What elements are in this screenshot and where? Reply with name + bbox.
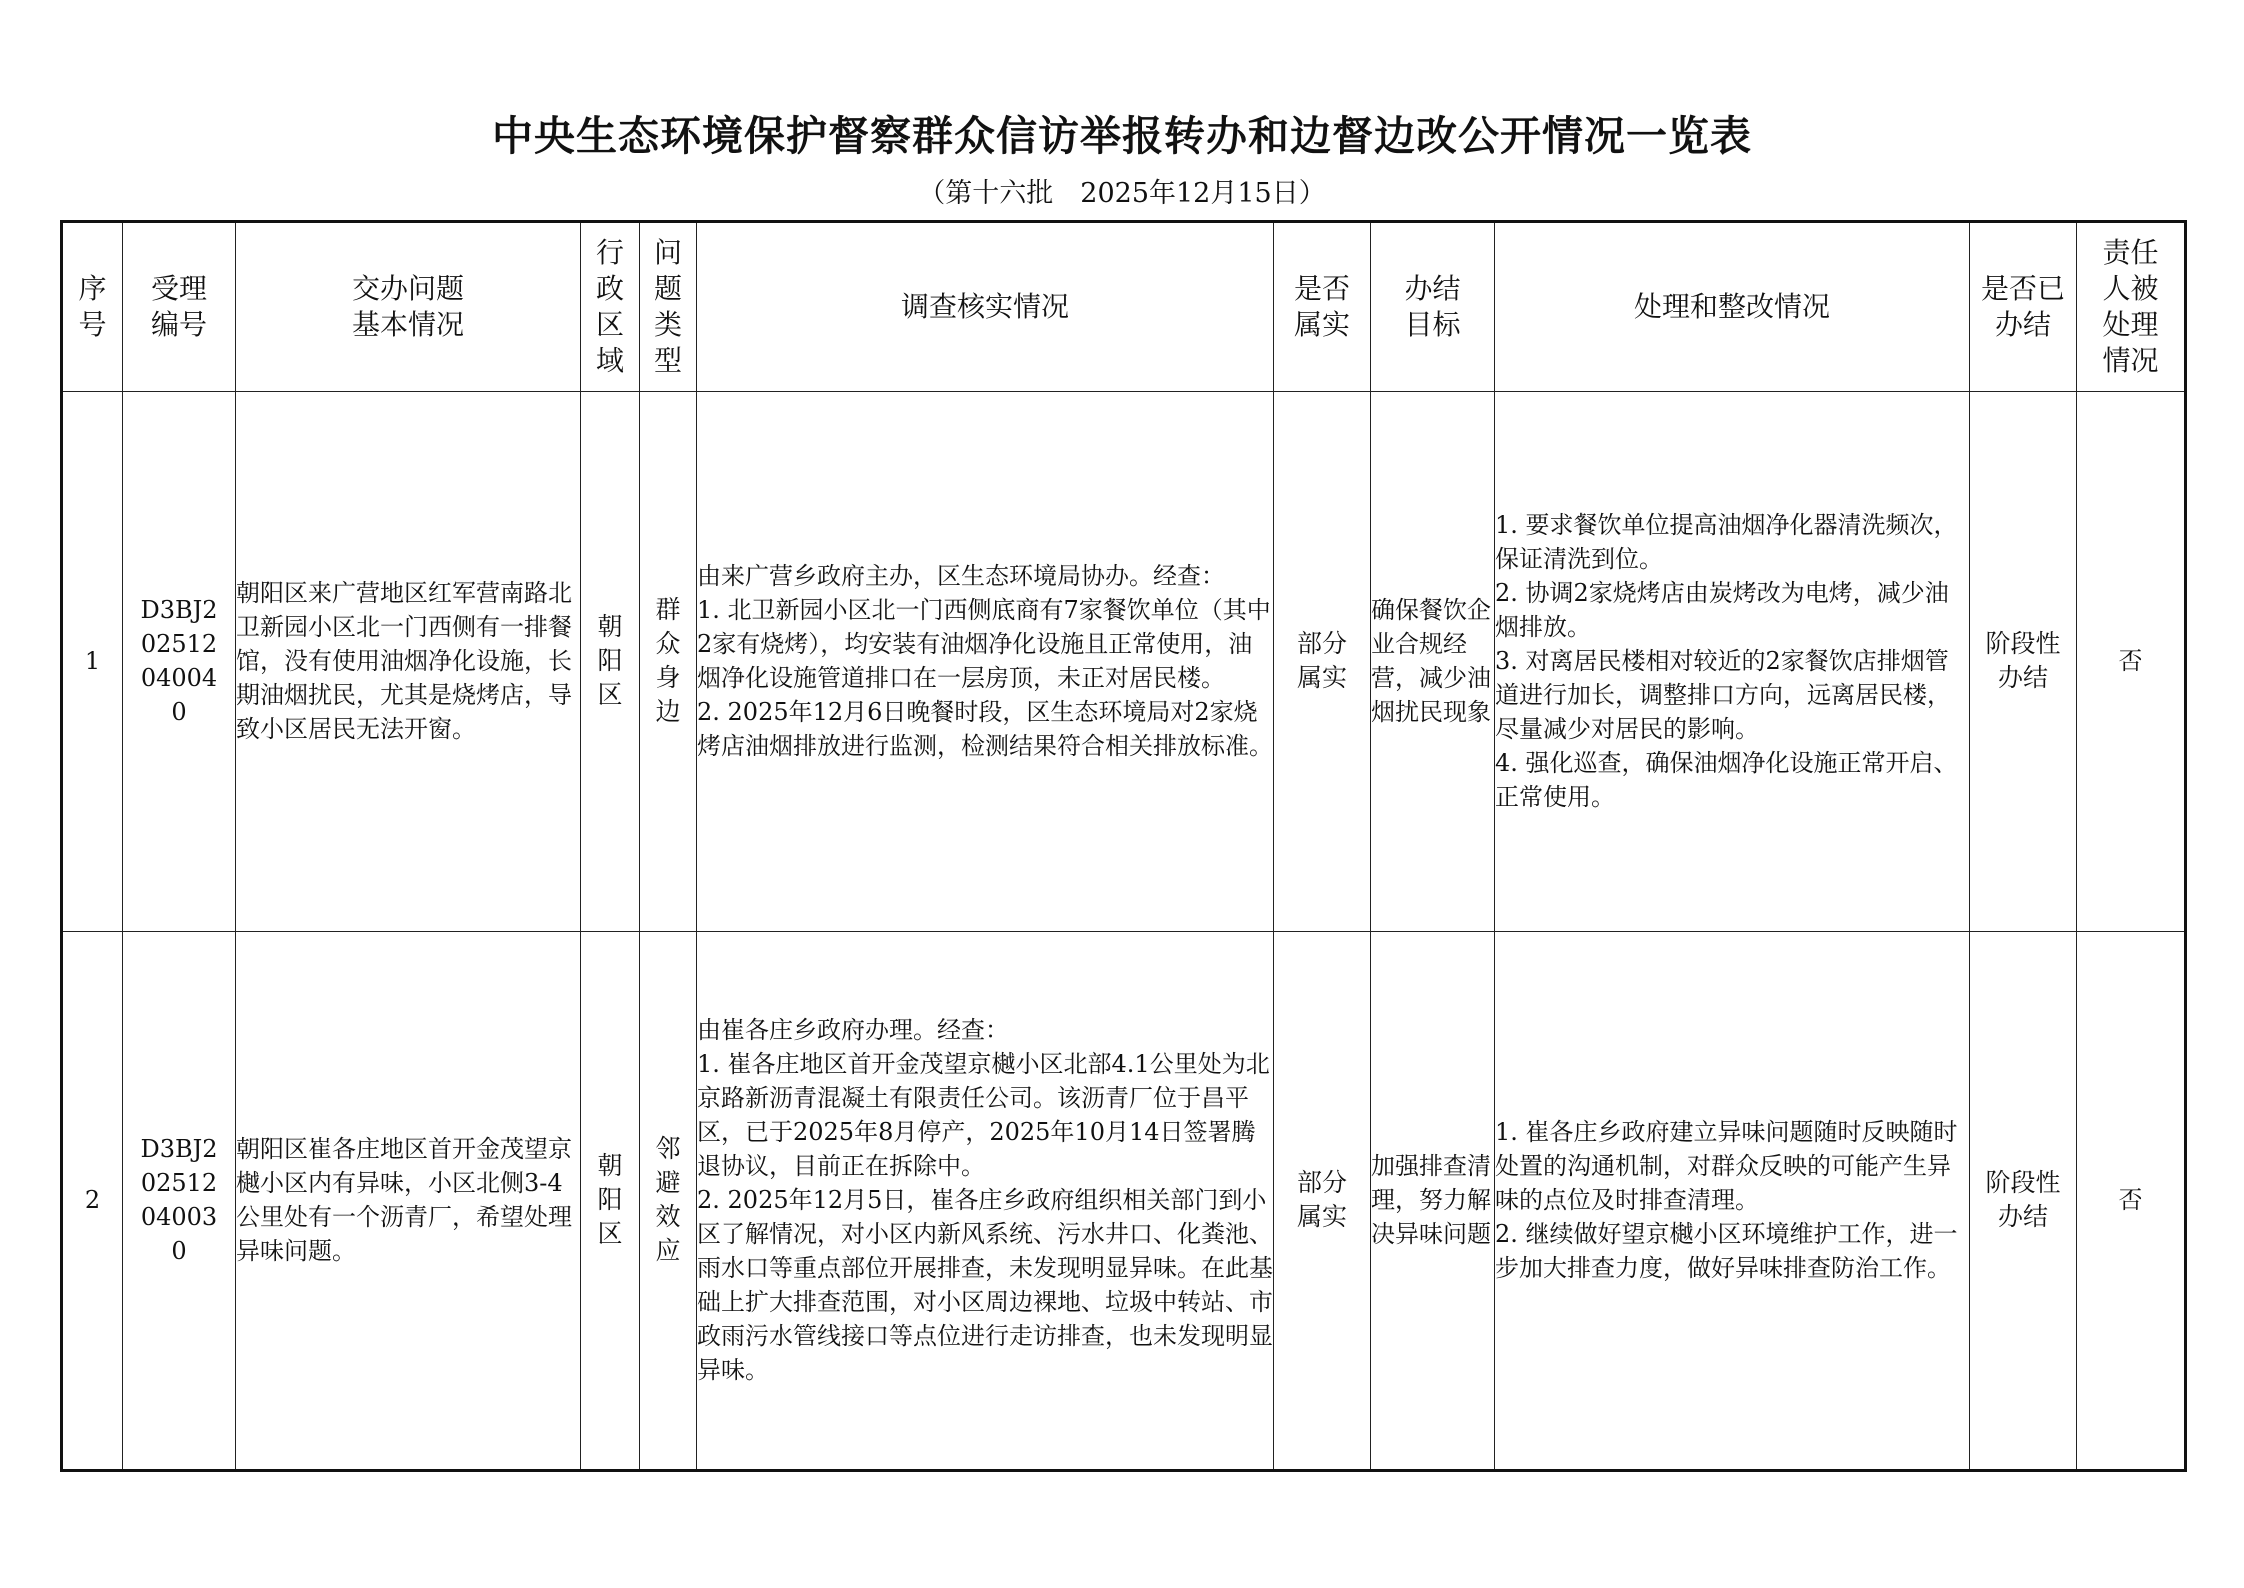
handling-paragraph: 4. 强化巡查，确保油烟净化设施正常开启、正常使用。: [1495, 749, 1958, 812]
row-code: [123, 392, 236, 932]
row-goal: 确保餐饮企业合规经营，减少油烟扰民现象: [1371, 392, 1495, 932]
header-investigation: [697, 222, 1274, 392]
header-completed-label: 是否已办结: [1980, 272, 2065, 341]
row-handling: [1495, 392, 1970, 932]
header-goal-label: 办结目标: [1404, 272, 1461, 341]
row-district: [581, 392, 640, 932]
row-type: [640, 392, 697, 932]
row-type: [640, 931, 697, 1471]
investigation-paragraph: 1. 崔各庄地区首开金茂望京樾小区北部4.1公里处为北京路新沥青混凝土有限责任公司。该沥青厂位于昌平区，已于2025年8月停产，2025年10月14日签署腾退协议，目前正在拆除中。: [697, 1050, 1270, 1181]
row-verified-value: 部分属实: [1296, 1168, 1347, 1232]
row-investigation: [697, 392, 1274, 932]
row-investigation: [697, 931, 1274, 1471]
row-verified: [1274, 392, 1371, 932]
row-type-value: 群众身边: [655, 595, 681, 727]
row-verified: [1274, 931, 1371, 1471]
header-code-label: 受理编号: [150, 272, 207, 341]
row-completed-value: 阶段性办结: [1985, 629, 2061, 693]
row-code-value: D3BJ202512040040: [140, 596, 218, 727]
investigation-paragraph: 2. 2025年12月6日晚餐时段，区生态环境局对2家烧烤店油烟排放进行监测，检测结果符合相关排放标准。: [697, 698, 1273, 761]
row-completed: [1970, 931, 2077, 1471]
row-district-value: 朝阳区: [597, 1151, 623, 1249]
header-goal: [1371, 222, 1495, 392]
investigation-paragraph: 由来广营乡政府主办，区生态环境局协办。经查：: [697, 562, 1225, 591]
investigation-paragraph: 2. 2025年12月5日，崔各庄乡政府组织相关部门到小区了解情况，对小区内新风系统、污水井口、化粪池、雨水口等重点部位开展排查，未发现明显异味。在此基础上扩大排查范围，对小区周边裸地、垃圾中转站、市政雨污水管线接口等点位进行走访排查，也未发现明显异味。: [697, 1186, 1273, 1385]
row-code: [123, 931, 236, 1471]
row-accountability: 否: [2077, 392, 2186, 932]
row-seq: 2: [62, 931, 123, 1471]
header-accountability: [2077, 222, 2186, 392]
header-issue: [236, 222, 581, 392]
table-header-row: [62, 222, 2186, 392]
header-district-label: 行政区域: [595, 236, 624, 377]
header-completed: [1970, 222, 2077, 392]
header-type-label: 问题类型: [653, 236, 682, 377]
header-code: [123, 222, 236, 392]
row-seq: 1: [62, 392, 123, 932]
header-accountability-label: 责任人被处理情况: [2102, 236, 2159, 377]
page-subtitle: （第十六批 2025年12月15日）: [918, 178, 1326, 209]
row-district-value: 朝阳区: [597, 612, 623, 710]
handling-paragraph: 1. 崔各庄乡政府建立异味问题随时反映随时处置的沟通机制，对群众反映的可能产生异味的点位及时排查清理。: [1495, 1118, 1958, 1215]
row-verified-value: 部分属实: [1296, 629, 1347, 693]
handling-paragraph: 3. 对离居民楼相对较近的2家餐饮店排烟管道进行加长，调整排口方向，远离居民楼，尽量减少对居民的影响。: [1495, 647, 1951, 744]
header-handling-label: 处理和整改情况: [1633, 290, 1830, 323]
table-row: [62, 392, 2186, 932]
row-goal: 加强排查清理，努力解决异味问题: [1371, 931, 1495, 1471]
handling-paragraph: 1. 要求餐饮单位提高油烟净化器清洗频次，保证清洗到位。: [1495, 511, 1958, 574]
header-seq: [62, 222, 123, 392]
investigation-paragraph: 1. 北卫新园小区北一门西侧底商有7家餐饮单位（其中2家有烧烤），均安装有油烟净化设施且正常使用，油烟净化设施管道排口在一层房顶，未正对居民楼。: [697, 596, 1271, 693]
header-district: [581, 222, 640, 392]
page-title: 中央生态环境保护督察群众信访举报转办和边督边改公开情况一览表: [492, 112, 1752, 160]
row-code-value: D3BJ202512040030: [140, 1135, 218, 1266]
row-type-value: 邻避效应: [655, 1134, 681, 1266]
row-accountability: 否: [2077, 931, 2186, 1471]
header-handling: [1495, 222, 1970, 392]
row-handling: [1495, 931, 1970, 1471]
header-verified-label: 是否属实: [1293, 272, 1350, 341]
header-type: [640, 222, 697, 392]
investigation-paragraph: 由崔各庄乡政府办理。经查：: [697, 1016, 1009, 1045]
row-issue: 朝阳区崔各庄地区首开金茂望京樾小区内有异味，小区北侧3-4公里处有一个沥青厂，希望处理异味问题。: [236, 931, 581, 1471]
row-district: [581, 931, 640, 1471]
header-issue-label: 交办问题基本情况: [351, 272, 464, 341]
table-row: [62, 931, 2186, 1471]
handling-paragraph: 2. 协调2家烧烤店由炭烤改为电烤，减少油烟排放。: [1495, 579, 1949, 642]
report-table: [60, 220, 2187, 1472]
header-investigation-label: 调查核实情况: [900, 290, 1069, 323]
row-issue: 朝阳区来广营地区红军营南路北卫新园小区北一门西侧有一排餐馆，没有使用油烟净化设施，长期油烟扰民，尤其是烧烤店，导致小区居民无法开窗。: [236, 392, 581, 932]
header-verified: [1274, 222, 1371, 392]
row-completed-value: 阶段性办结: [1985, 1168, 2061, 1232]
handling-paragraph: 2. 继续做好望京樾小区环境维护工作，进一步加大排查力度，做好异味排查防治工作。: [1495, 1220, 1958, 1283]
row-completed: [1970, 392, 2077, 932]
header-seq-label: 序号: [78, 272, 107, 341]
